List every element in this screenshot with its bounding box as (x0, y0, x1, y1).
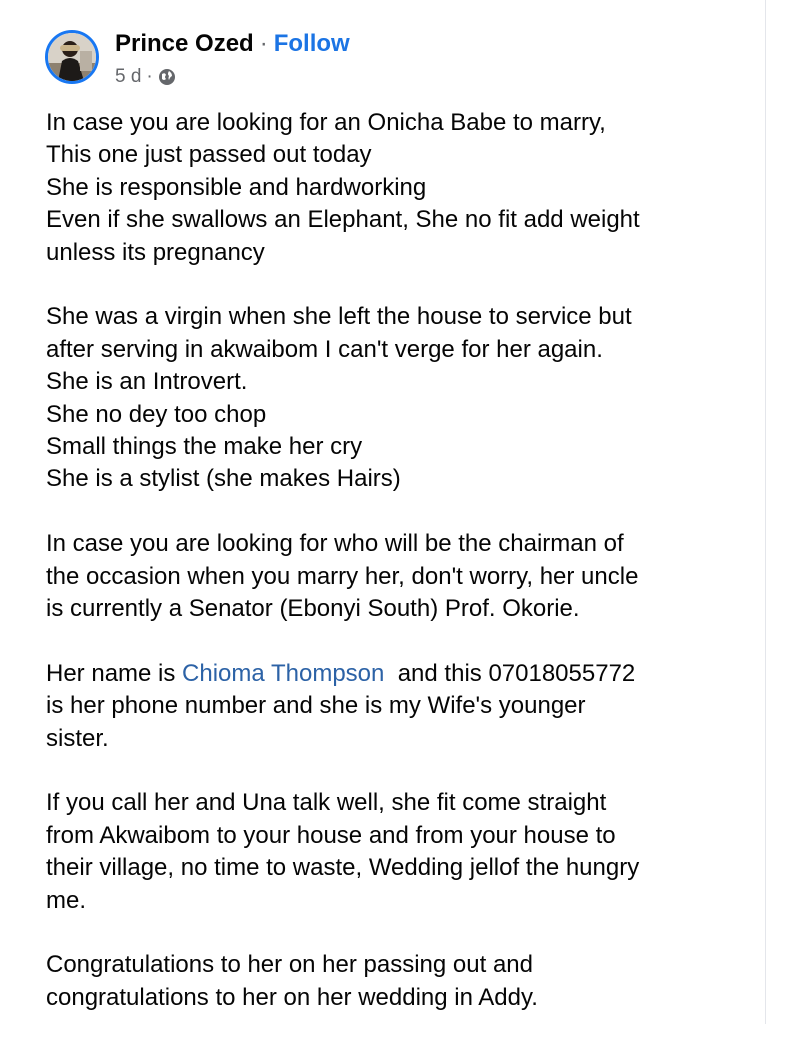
post-line: She is responsible and hardworking (46, 173, 427, 201)
post-line: In case you are looking for an Onicha Babe to marry, (46, 109, 606, 136)
paragraph-congrats (46, 949, 746, 1014)
post-line: sister. (46, 724, 109, 752)
avatar-photo (48, 33, 96, 81)
post-line: She is an Introvert. (46, 368, 248, 396)
paragraph-traits (46, 301, 746, 495)
post-line: Congratulations to her on her passing out and (46, 951, 533, 979)
follow-button[interactable]: Follow (273, 30, 350, 57)
avatar[interactable] (45, 30, 99, 84)
post-header (45, 26, 745, 92)
paragraph-intro (46, 107, 746, 269)
post-line: She no dey too chop (46, 400, 267, 428)
author-row (115, 30, 350, 58)
post-line: This one just passed out today (46, 141, 372, 169)
paragraph-chairman (46, 528, 746, 625)
post-line: unless its pregnancy (46, 238, 265, 266)
meta-separator: · (146, 66, 153, 87)
post-line: If you call her and Una talk well, she fit come straight (46, 789, 607, 817)
mention-link[interactable]: Chioma Thompson (182, 659, 385, 687)
post-line: In case you are looking for who will be the chairman of (46, 530, 624, 558)
author-separator: · (259, 30, 268, 57)
post-line: their village, no time to waste, Wedding jellof the hungry (46, 854, 640, 882)
phone-text: and this 07018055772 (384, 659, 636, 687)
post-body (46, 107, 746, 1047)
post-line: congratulations to her on her wedding in Addy. (46, 983, 538, 1011)
post-line: Even if she swallows an Elephant, She no fit add weight (46, 206, 640, 234)
paragraph-call (46, 787, 746, 917)
post-line: She is a stylist (she makes Hairs) (46, 465, 401, 493)
post-line: is currently a Senator (Ebonyi South) Prof. Okorie. (46, 595, 580, 623)
post-line: She was a virgin when she left the house to service but (46, 303, 632, 331)
post-line (46, 658, 746, 690)
right-divider (765, 0, 766, 1024)
paragraph-name (46, 658, 746, 755)
author-name[interactable]: Prince Ozed (115, 30, 254, 57)
post-meta (115, 66, 176, 88)
post-line: me. (46, 886, 87, 914)
post-line: the occasion when you marry her, don't worry, her uncle (46, 562, 639, 590)
post-line: Small things the make her cry (46, 433, 363, 461)
post-line: is her phone number and she is my Wife's younger (46, 692, 586, 720)
post-line: after serving in akwaibom I can't verge for her again. (46, 335, 603, 363)
globe-icon[interactable] (158, 68, 176, 86)
name-prefix: Her name is (46, 659, 183, 687)
post-line: from Akwaibom to your house and from your house to (46, 821, 616, 849)
post-timestamp[interactable]: 5 d (115, 66, 142, 87)
